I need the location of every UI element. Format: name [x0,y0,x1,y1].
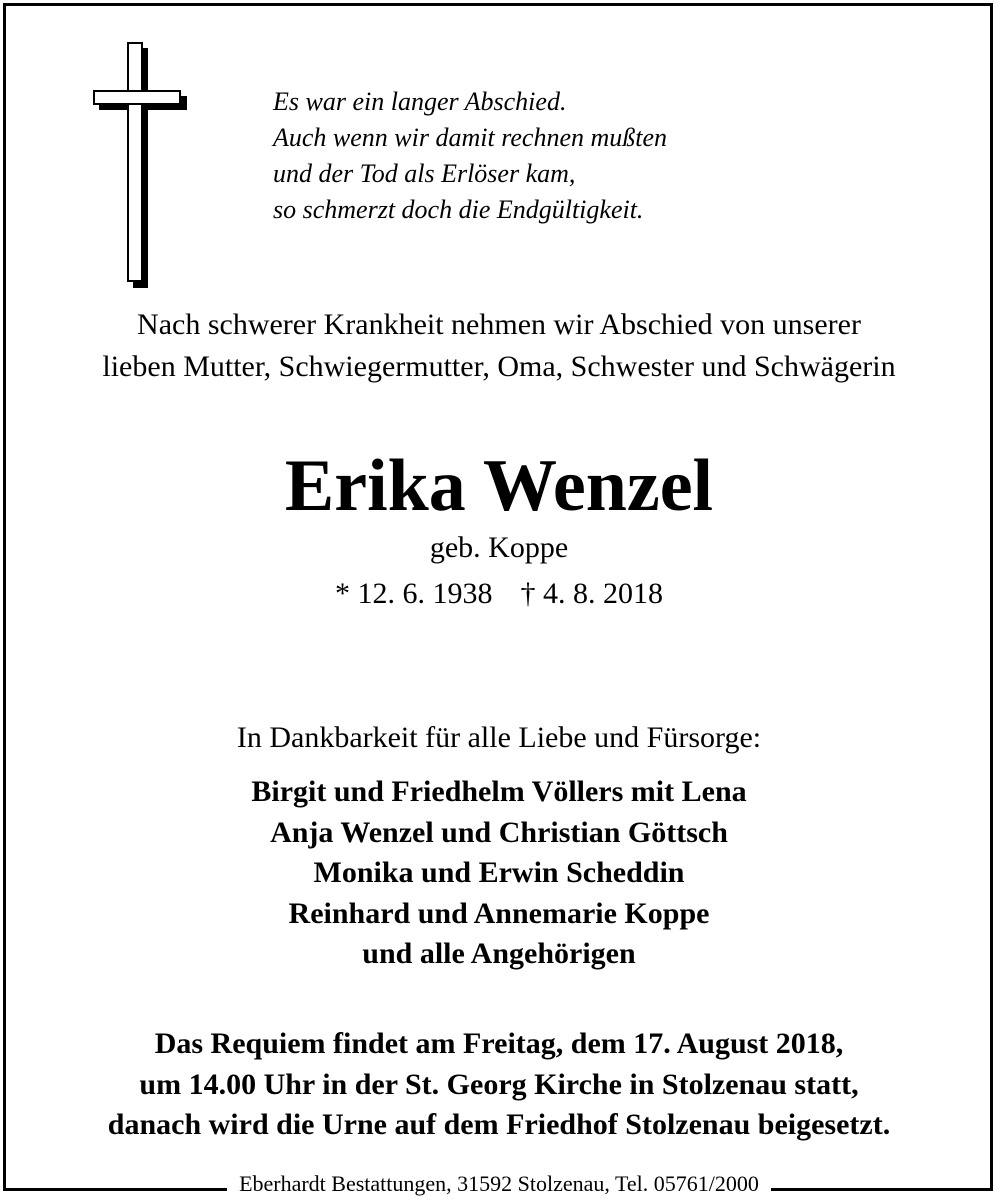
mourner-line: Monika und Erwin Scheddin [313,856,685,889]
maiden-name: geb. Koppe [429,531,569,564]
life-dates [0,576,998,612]
cross-icon [93,42,187,288]
undertaker-text: Eberhardt Bestattungen, 31592 Stolzenau, Tel. 05761/2000 [227,1170,771,1198]
mourner-line: Anja Wenzel und Christian Göttsch [270,815,728,849]
poem-line: Es war ein langer Abschied. [273,87,567,116]
intro-line: lieben Mutter, Schwiegermutter, Oma, Schwester und Schwägerin [102,350,896,383]
poem-line: und der Tod als Erlöser kam, [273,159,576,188]
mourner-line: Reinhard und Annemarie Koppe [288,896,710,930]
death-date: † 4. 8. 2018 [520,577,663,610]
mourner-line: Birgit und Friedhelm Völlers mit Lena [251,775,747,808]
undertaker-footer [0,1170,998,1198]
poem-line: so schmerzt doch die Endgültigkeit. [273,195,644,224]
requiem-line: Das Requiem findet am Freitag, dem 17. August 2018, [154,1027,844,1060]
requiem-line: um 14.00 Uhr in der St. Georg Kirche in Stolzenau statt, [139,1067,859,1101]
poem [273,84,667,228]
requiem-info [0,1024,998,1146]
thanks-line: In Dankbarkeit für alle Liebe und Fürsorge: [236,721,762,754]
mourners-list [0,772,998,975]
intro-text [0,304,998,388]
intro-line: Nach schwerer Krankheit nehmen wir Abschied von unserer [137,308,861,341]
birth-date: * 12. 6. 1938 [335,577,493,610]
requiem-line: danach wird die Urne auf dem Friedhof Stolzenau beigesetzt. [107,1108,891,1141]
mourner-line: und alle Angehörigen [362,937,636,970]
poem-line: Auch wenn wir damit rechnen mußten [273,123,668,152]
deceased-name: Erika Wenzel [284,445,714,527]
